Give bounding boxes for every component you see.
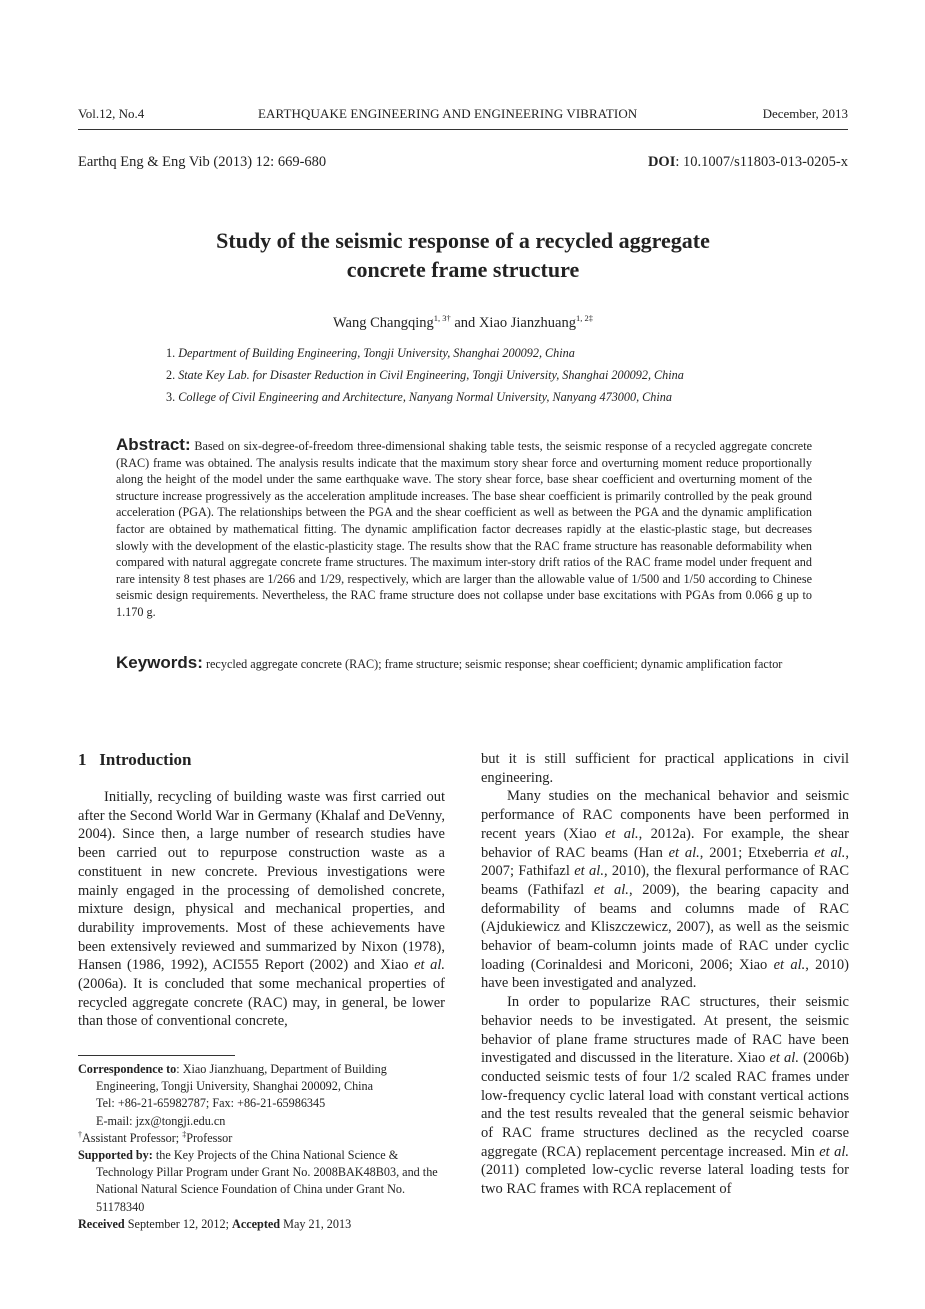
author-list — [78, 313, 848, 332]
funding: Supported by: the Key Projects of the China National Science & Technology Pillar Program under Grant No. 2008BAK48B03, and the National Natural Science Foundation of China under Grant No. 51178340 — [78, 1148, 438, 1214]
contact-phone: Tel: +86-21-65982787; Fax: +86-21-65986345 — [96, 1096, 326, 1111]
section-heading — [78, 750, 192, 770]
keywords-text: recycled aggregate concrete (RAC); frame structure; seismic response; shear coefficient; dynamic amplification factor — [202, 657, 783, 671]
doi — [648, 154, 848, 171]
author-1-affil: 1, 3† — [433, 313, 451, 323]
running-header-volume: Vol.12, No.4 — [78, 106, 145, 121]
paper-title — [78, 226, 848, 284]
correspondence: Correspondence to: Xiao Jianzhuang, Department of Building Engineering, Tongji University, Shanghai 200092, China — [78, 1062, 387, 1094]
section-title: Introduction — [99, 750, 192, 769]
dates: Received September 12, 2012; Accepted May 21, 2013 — [78, 1216, 352, 1231]
affiliation-3: 3. College of Civil Engineering and Architecture, Nanyang Normal University, Nanyang 473000, China — [166, 390, 672, 404]
doi-value: : 10.1007/s11803-013-0205-x — [675, 154, 848, 170]
title-line-1: Study of the seismic response of a recycled aggregate — [216, 228, 710, 253]
citation-reference: Earthq Eng & Eng Vib (2013) 12: 669-680 — [78, 154, 327, 170]
left-column-body — [78, 788, 445, 1031]
author-1: Wang Changqing — [333, 314, 434, 331]
footnote-rule — [78, 1055, 235, 1056]
intro-paragraph-1: Initially, recycling of building waste was first carried out after the Second World War in Germany (Khalaf and DeVenny, 2004). Since then, a large number of research studies have been carried out to repurpose construction waste as a constituent in new concrete. Previous investigations were mainly engaged in the processing of demolished concrete, mixture design, physical and mechanical properties, and durability improvements. Most of these achievements have been extensively reviewed and summarized by Nixon (1978), Hansen (1986, 1992), ACI555 Report (2002) and Xiao et al. (2006a). It is concluded that some mechanical properties of recycled aggregate concrete (RAC) may, in general, be lower than those of conventional concrete, — [78, 789, 445, 1030]
header-rule — [78, 129, 848, 130]
contact-email: E-mail: jzx@tongji.edu.cn — [96, 1113, 226, 1128]
abstract-label: Abstract: — [116, 435, 191, 454]
footnotes — [78, 1061, 445, 1233]
affiliation-2: 2. State Key Lab. for Disaster Reduction in Civil Engineering, Tongji University, Shanghai 200092, China — [166, 368, 684, 382]
abstract-text: Based on six-degree-of-freedom three-dimensional shaking table tests, the seismic response of a recycled aggregate concrete (RAC) frame was obtained. The analysis results indicate that the maximum story shear force and overturning moment reduce proportionally along the height of the model under the same earthquake wave. The story shear force, base shear coefficient and overturning moment of the structure increase progressively as the acceleration amplitude increases. The base shear coefficient is primarily controlled by the peak ground acceleration (PGA). The relationships between the PGA and the shear coefficient as well as between the PGA and the dynamic amplification factor are obtained by mathematical fitting. The dynamic amplification factor decreases rapidly at the elastic-plastic stage, but decreases slowly with the development of the elastic-plasticity stage. The results show that the RAC frame structure has reasonable deformability when compared with natural aggregate concrete frame structures. The maximum inter-story drift ratios of the RAC frame model under frequent and rare intensity 8 test phases are 1/266 and 1/29, respectively, which are larger than the allowable value of 1/500 and 1/50 according to Chinese seismic design requirements. Nevertheless, the RAC frame structure does not collapse under base excitations with PGAs from 0.066 g up to 1.170 g. — [116, 439, 812, 619]
abstract — [116, 437, 812, 621]
title-line-2: concrete frame structure — [346, 257, 580, 282]
continued-paragraph: but it is still sufficient for practical applications in civil engineering. — [481, 751, 849, 786]
running-header-journal: EARTHQUAKE ENGINEERING AND ENGINEERING VIBRATION — [258, 106, 638, 121]
section-number: 1 — [78, 750, 87, 769]
doi-label: DOI — [647, 154, 676, 170]
keywords-label: Keywords: — [116, 653, 203, 672]
keywords — [116, 655, 812, 673]
affiliation-1: 1. Department of Building Engineering, Tongji University, Shanghai 200092, China — [166, 346, 575, 360]
author-2: Xiao Jianzhuang — [478, 314, 576, 331]
author-and: and — [450, 314, 479, 331]
author-2-affil: 1, 2‡ — [575, 313, 593, 323]
intro-paragraph-3: In order to popularize RAC structures, their seismic behavior needs to be investigated. At present, the seismic behavior of plane frame structures made of RAC have been investigated and discussed in the literature. Xiao et al. (2006b) conducted seismic tests of four 1/2 scaled RAC frames under low-frequency cyclic lateral load with constant vertical actions and the test results revealed that the general seismic behavior of RAC frame structures declined as the recycled coarse aggregate (RCA) replacement percentage increased. Min et al. (2011) completed low-cyclic reverse lateral loading tests for two RAC frames with RCA replacement of — [481, 994, 849, 1198]
right-column-body — [481, 750, 849, 1199]
author-positions: †Assistant Professor; ‡Professor — [78, 1129, 233, 1145]
intro-paragraph-2: Many studies on the mechanical behavior and seismic performance of RAC components have been performed in recent years (Xiao et al., 2012a). For example, the shear behavior of RAC beams (Han et al., 2001; Etxeberria et al., 2007; Fathifazl et al., 2010), the flexural performance of RAC beams (Fathifazl et al., 2009), the bearing capacity and deformability of beams and columns made of RAC (Ajdukiewicz and Kliszczewicz, 2007), as well as the seismic behavior of beam-column joints made of RAC under cyclic loading (Corinaldesi and Moriconi, 2006; Xiao et al., 2010) have been investigated and analyzed. — [481, 788, 850, 992]
running-header-date: December, 2013 — [762, 106, 848, 121]
